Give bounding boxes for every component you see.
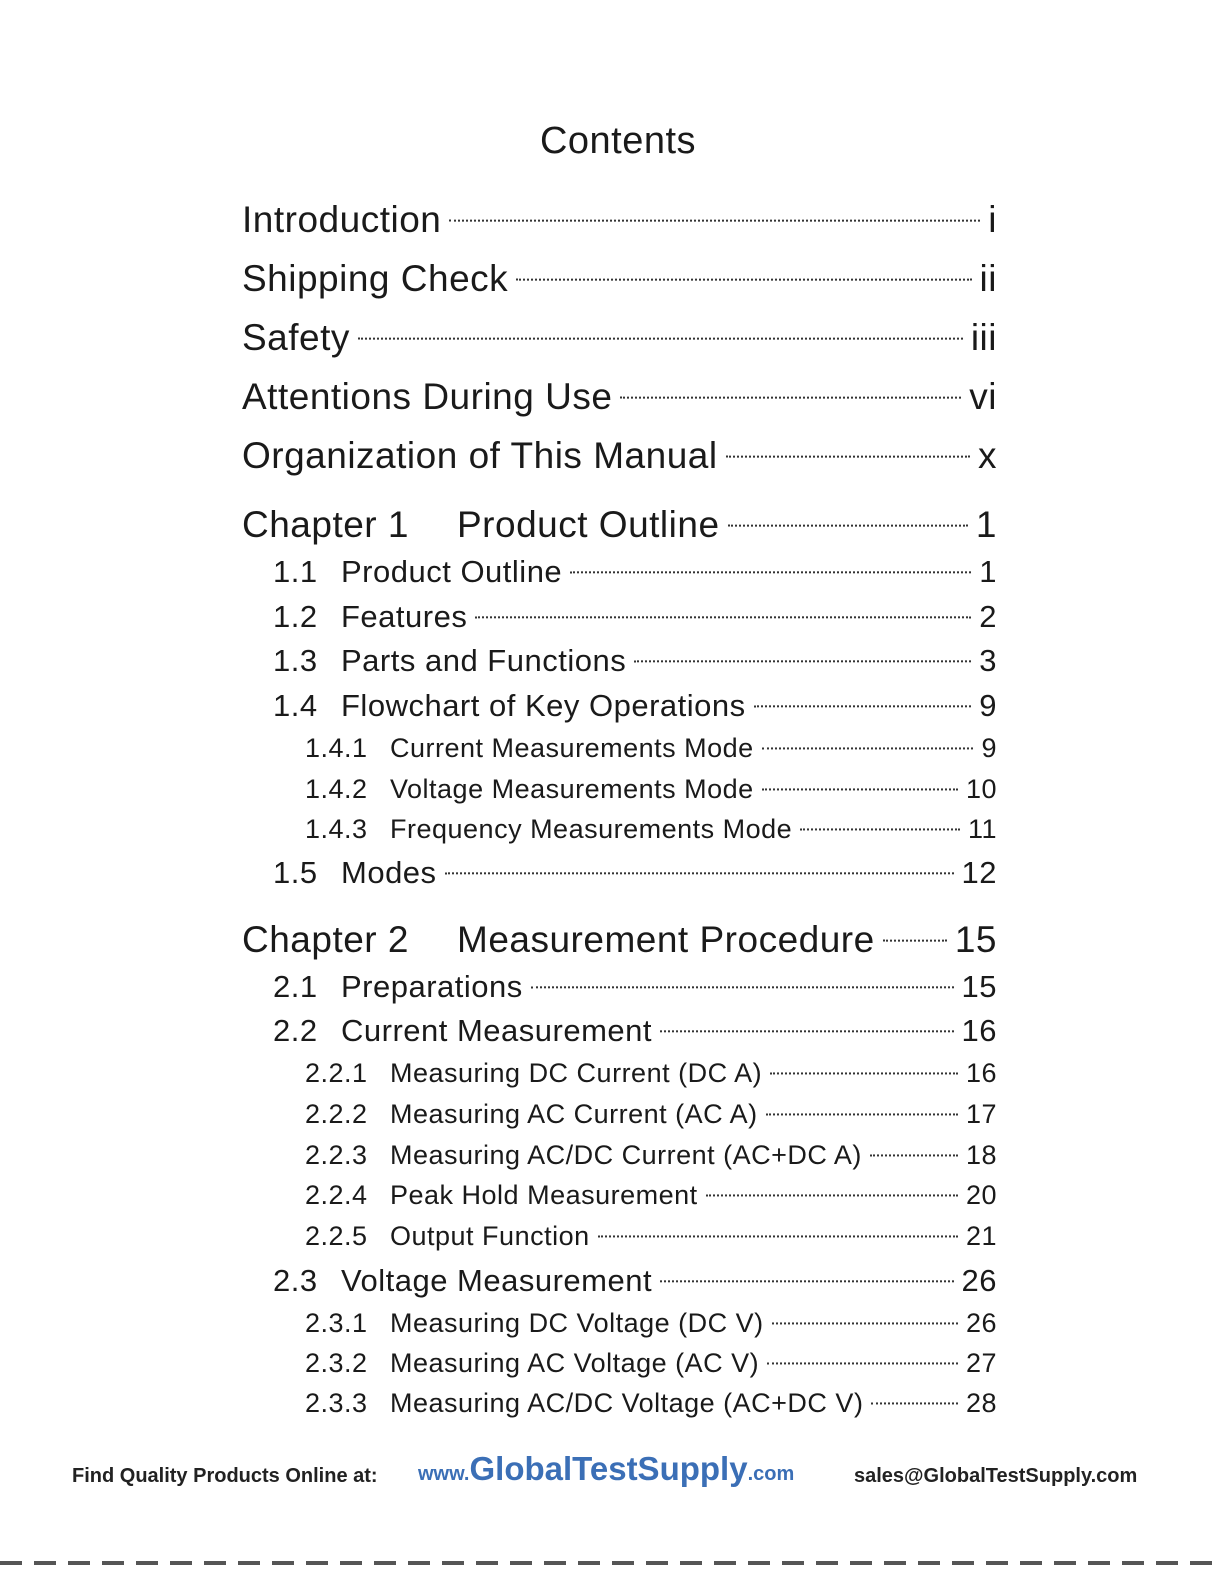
toc-entry-title: Current Measurements Mode bbox=[390, 733, 754, 764]
toc-entry-number: 1.5 bbox=[273, 854, 318, 890]
toc-entry-title: Output Function bbox=[390, 1221, 590, 1252]
toc-entry-title: Current Measurement bbox=[341, 1012, 653, 1048]
footer-web-suffix: .com bbox=[747, 1463, 795, 1485]
footer-website-link[interactable] bbox=[418, 1450, 794, 1488]
toc-entry-page: 20 bbox=[965, 1180, 997, 1211]
toc-dot-leader bbox=[770, 1073, 958, 1075]
toc-dot-leader bbox=[754, 705, 972, 707]
toc-entry[interactable] bbox=[273, 1013, 997, 1049]
toc-entry-number: 2.2.2 bbox=[305, 1099, 368, 1130]
toc-dot-leader bbox=[762, 748, 974, 750]
footer-web-main: GlobalTestSupply bbox=[469, 1450, 748, 1487]
toc-dot-leader bbox=[660, 1280, 953, 1282]
toc-dot-leader bbox=[767, 1363, 958, 1365]
toc-entry[interactable] bbox=[305, 733, 997, 764]
toc-entry[interactable] bbox=[273, 643, 997, 679]
toc-entry-number: 2.2.1 bbox=[305, 1058, 368, 1089]
toc-dot-leader bbox=[358, 338, 963, 340]
toc-entry-page: 1 bbox=[979, 553, 997, 589]
toc-entry[interactable] bbox=[242, 919, 997, 961]
toc-entry-number: 1.4.1 bbox=[305, 733, 368, 764]
toc-entry-page: 3 bbox=[979, 642, 997, 678]
toc-entry[interactable] bbox=[305, 814, 997, 845]
toc-entry-number: 1.4.2 bbox=[305, 774, 368, 805]
toc-entry-page: 18 bbox=[965, 1140, 997, 1171]
toc-entry-page: 16 bbox=[961, 1012, 997, 1048]
toc-dot-leader bbox=[772, 1323, 958, 1325]
toc-dot-leader bbox=[598, 1236, 958, 1238]
toc-dot-leader bbox=[620, 397, 961, 399]
toc-entry-number: 2.3.1 bbox=[305, 1308, 368, 1339]
toc-entry-title: Preparations bbox=[341, 968, 523, 1004]
toc-entry-page: 27 bbox=[965, 1348, 997, 1379]
toc-dot-leader bbox=[871, 1403, 958, 1405]
footer-tagline: Find Quality Products Online at: bbox=[72, 1465, 378, 1487]
toc-entry[interactable] bbox=[242, 504, 997, 546]
toc-entry-title: Organization of This Manual bbox=[242, 435, 718, 477]
toc-entry[interactable] bbox=[305, 1058, 997, 1089]
toc-entry-title: Introduction bbox=[242, 199, 442, 241]
toc-entry-number: 2.1 bbox=[273, 968, 318, 1004]
page-title: Contents bbox=[539, 120, 697, 162]
toc-dot-leader bbox=[800, 829, 960, 831]
toc-entry-number: 2.2 bbox=[273, 1012, 318, 1048]
toc-entry-title: Product Outline bbox=[457, 504, 720, 546]
toc-entry[interactable] bbox=[242, 258, 997, 300]
toc-entry-page: vi bbox=[969, 376, 997, 418]
toc-dot-leader bbox=[883, 940, 947, 942]
toc-entry-page: 15 bbox=[954, 919, 997, 961]
toc-entry-title: Shipping Check bbox=[242, 258, 509, 300]
toc-entry[interactable] bbox=[273, 554, 997, 590]
toc-entry-page: 1 bbox=[975, 504, 997, 546]
toc-entry-title: Product Outline bbox=[341, 553, 563, 589]
toc-entry[interactable] bbox=[242, 376, 997, 418]
toc-entry-number: 1.4.3 bbox=[305, 814, 368, 845]
toc-entry[interactable] bbox=[305, 1348, 997, 1379]
toc-entry-number: 2.2.4 bbox=[305, 1180, 368, 1211]
toc-entry-title: Parts and Functions bbox=[341, 642, 627, 678]
toc-dot-leader bbox=[762, 789, 958, 791]
toc-entry[interactable] bbox=[273, 1263, 997, 1299]
toc-entry-page: x bbox=[978, 435, 997, 477]
toc-entry[interactable] bbox=[273, 599, 997, 635]
toc-entry-page: 9 bbox=[981, 733, 997, 764]
toc-entry-number: 1.4 bbox=[273, 687, 318, 723]
toc-entry[interactable] bbox=[242, 199, 997, 241]
toc-entry-page: 17 bbox=[965, 1099, 997, 1130]
toc-dot-leader bbox=[870, 1155, 958, 1157]
toc-dot-leader bbox=[475, 616, 971, 618]
toc-entry-title: Safety bbox=[242, 317, 350, 359]
toc-entry-title: Measuring DC Voltage (DC V) bbox=[390, 1308, 764, 1339]
toc-entry-page: 26 bbox=[961, 1262, 997, 1298]
toc-entry-number: 1.2 bbox=[273, 598, 318, 634]
toc-entry-page: ii bbox=[979, 258, 997, 300]
toc-dot-leader bbox=[728, 525, 968, 527]
footer-web-prefix: www. bbox=[418, 1463, 470, 1485]
footer-email-link[interactable]: sales@GlobalTestSupply.com bbox=[854, 1465, 1138, 1487]
toc-entry-page: 16 bbox=[965, 1058, 997, 1089]
toc-entry-page: 26 bbox=[965, 1308, 997, 1339]
toc-entry-title: Measuring AC/DC Current (AC+DC A) bbox=[390, 1140, 862, 1171]
toc-entry-page: iii bbox=[970, 317, 997, 359]
toc-dot-leader bbox=[660, 1030, 954, 1032]
toc-entry-page: 2 bbox=[979, 598, 997, 634]
toc-dot-leader bbox=[726, 456, 970, 458]
toc-entry[interactable] bbox=[273, 688, 997, 724]
toc-entry-title: Measuring AC Current (AC A) bbox=[390, 1099, 758, 1130]
toc-dot-leader bbox=[634, 660, 971, 662]
toc-entry-page: 28 bbox=[965, 1388, 997, 1419]
footer bbox=[0, 1450, 1220, 1500]
toc-entry-number: 2.2.5 bbox=[305, 1221, 368, 1252]
toc-entry-title: Attentions During Use bbox=[242, 376, 613, 418]
toc-entry[interactable] bbox=[305, 774, 997, 805]
toc-entry-title: Modes bbox=[341, 854, 437, 890]
toc-entry-title: Peak Hold Measurement bbox=[390, 1180, 698, 1211]
bottom-dashed-rule bbox=[0, 1561, 1220, 1565]
toc-dot-leader bbox=[516, 279, 971, 281]
toc-entry-number: Chapter 2 bbox=[242, 919, 409, 961]
toc-entry-title: Frequency Measurements Mode bbox=[390, 814, 793, 845]
toc-entry[interactable] bbox=[305, 1221, 997, 1252]
toc-dot-leader bbox=[766, 1114, 958, 1116]
toc-entry-title: Measurement Procedure bbox=[457, 919, 875, 961]
toc-entry-title: Voltage Measurement bbox=[341, 1262, 653, 1298]
toc-entry-title: Measuring DC Current (DC A) bbox=[390, 1058, 763, 1089]
toc-entry-number: 2.3.3 bbox=[305, 1388, 368, 1419]
toc-entry-title: Flowchart of Key Operations bbox=[341, 687, 746, 723]
toc-entry-page: 12 bbox=[961, 854, 997, 890]
toc-entry-page: 11 bbox=[967, 814, 997, 845]
toc-entry[interactable] bbox=[242, 435, 997, 477]
toc-entry-number: 1.1 bbox=[273, 553, 318, 589]
toc-entry-number: 2.3 bbox=[273, 1262, 318, 1298]
toc-entry[interactable] bbox=[305, 1140, 997, 1171]
toc-entry[interactable] bbox=[273, 855, 997, 891]
toc-entry[interactable] bbox=[305, 1308, 997, 1339]
toc-entry[interactable] bbox=[305, 1099, 997, 1130]
toc-entry-title: Features bbox=[341, 598, 468, 634]
toc-entry-title: Measuring AC Voltage (AC V) bbox=[390, 1348, 760, 1379]
toc-entry-title: Voltage Measurements Mode bbox=[390, 774, 754, 805]
toc-entry-page: 15 bbox=[961, 968, 997, 1004]
toc-entry-number: 1.3 bbox=[273, 642, 318, 678]
toc-entry[interactable] bbox=[273, 969, 997, 1005]
toc-entry-number: 2.2.3 bbox=[305, 1140, 368, 1171]
toc-dot-leader bbox=[445, 872, 954, 874]
toc-entry-title: Measuring AC/DC Voltage (AC+DC V) bbox=[390, 1388, 864, 1419]
toc-entry[interactable] bbox=[242, 317, 997, 359]
toc-dot-leader bbox=[449, 220, 980, 222]
toc-entry[interactable] bbox=[305, 1388, 997, 1419]
toc-entry-page: 21 bbox=[965, 1221, 997, 1252]
toc-entry[interactable] bbox=[305, 1180, 997, 1211]
toc-entry-number: 2.3.2 bbox=[305, 1348, 368, 1379]
toc-dot-leader bbox=[706, 1195, 958, 1197]
toc-dot-leader bbox=[531, 986, 954, 988]
toc-entry-page: i bbox=[988, 199, 997, 241]
toc-entry-page: 10 bbox=[965, 774, 997, 805]
toc-entry-number: Chapter 1 bbox=[242, 504, 409, 546]
toc-entry-page: 9 bbox=[979, 687, 997, 723]
toc-dot-leader bbox=[570, 571, 971, 573]
